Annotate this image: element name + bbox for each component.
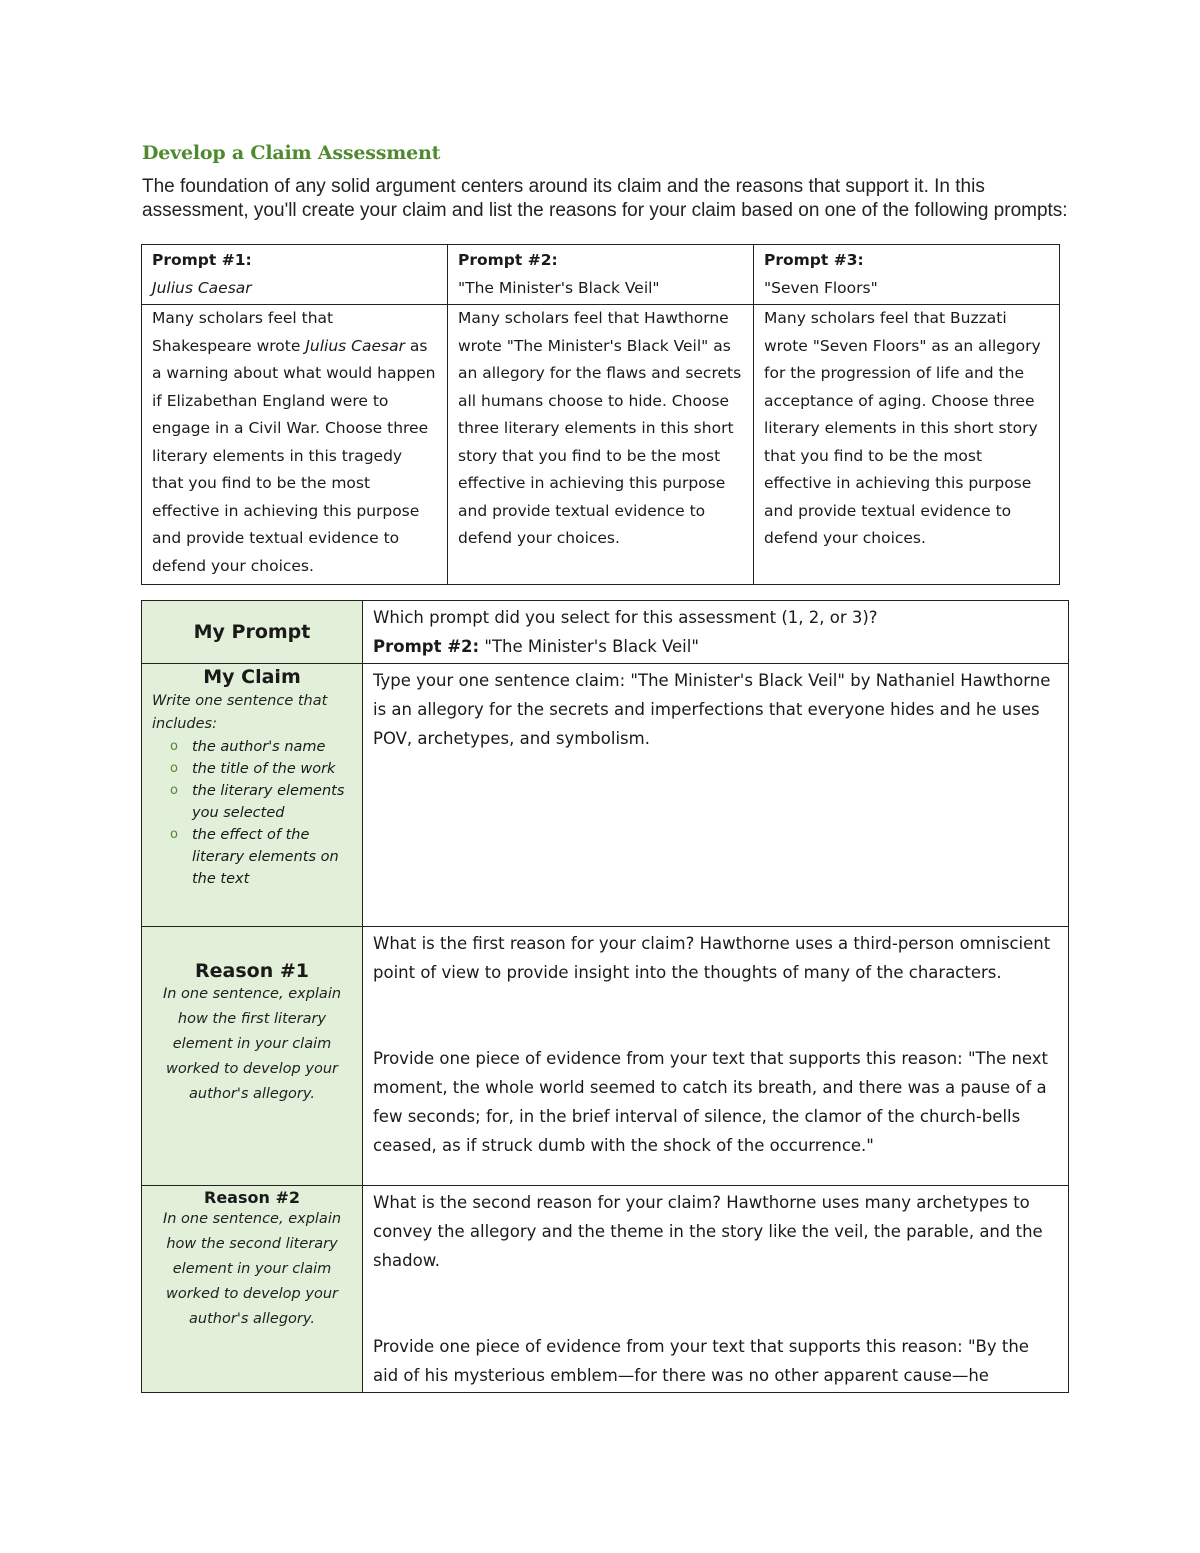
- my-claim-instruction: Write one sentence that includes:: [152, 693, 328, 732]
- prompt-2-work: "The Minister's Black Veil": [458, 278, 660, 297]
- criteria-item: [170, 824, 354, 890]
- reason-2-label: Reason #2: [204, 1188, 300, 1207]
- prompt-3-header: [754, 245, 1060, 305]
- prompt-1-text-a: Many scholars feel that Shakespeare wrote: [152, 309, 334, 355]
- reason-2-instruction: In one sentence, explain how the second literary element in your claim worked to develop your author's allegory.: [162, 1211, 342, 1327]
- bullet-icon: o: [170, 783, 178, 798]
- reason-1-evidence: Provide one piece of evidence from your text that supports this reason: "The next moment, the whole world seemed to catch its breath, and there was a pause of a few seconds; for, in the brief interval of silence, the clamor of the church-bells ceased, as if struck dumb with the shock of the occurrence.": [373, 1049, 1049, 1155]
- reason-2-response-cell[interactable]: [363, 1186, 1069, 1393]
- prompt-3-label: Prompt #3:: [764, 251, 864, 269]
- reason-2-response: What is the second reason for your claim? Hawthorne uses many archetypes to convey the allegory and the theme in the story like the veil, the parable, and the shadow.: [373, 1193, 1043, 1270]
- bullet-icon: o: [170, 827, 178, 842]
- reason-1-label: Reason #1: [195, 959, 309, 982]
- my-prompt-answer: [373, 632, 1058, 661]
- reason-2-label-cell: [142, 1186, 363, 1393]
- my-prompt-answer-label: Prompt #2:: [373, 637, 480, 656]
- reason-1-row: [142, 927, 1069, 1186]
- my-prompt-row: [142, 601, 1069, 664]
- prompt-3-text: Many scholars feel that Buzzati wrote "Seven Floors" as an allegory for the progression of life and the acceptance of aging. Choose three literary elements in this short story that you find to be the most effective in achieving this purpose and provide textual evidence to defend your choices.: [754, 305, 1060, 585]
- reason-1-response-cell[interactable]: [363, 927, 1069, 1186]
- prompt-3-work: "Seven Floors": [764, 278, 878, 297]
- prompts-table: [141, 244, 1060, 585]
- prompt-1-text-italic: Julius Caesar: [305, 336, 405, 355]
- my-prompt-label: My Prompt: [193, 621, 311, 643]
- my-claim-criteria: [150, 736, 354, 890]
- criteria-text: the author's name: [192, 739, 326, 755]
- my-claim-response-cell[interactable]: [363, 664, 1069, 927]
- criteria-item: [170, 736, 354, 758]
- my-claim-label: My Claim: [203, 666, 301, 688]
- my-claim-row: [142, 664, 1069, 927]
- prompt-2-header: [448, 245, 754, 305]
- my-claim-response: Type your one sentence claim: "The Minister's Black Veil" by Nathaniel Hawthorne is an allegory for the secrets and imperfections that everyone hides and he uses POV, archetypes, and symbolism.: [373, 671, 1051, 748]
- bullet-icon: o: [170, 739, 178, 754]
- reason-2-row: [142, 1186, 1069, 1393]
- criteria-text: the literary elements you selected: [192, 783, 345, 821]
- my-prompt-response-cell[interactable]: [363, 601, 1069, 664]
- page-title: Develop a Claim Assessment: [142, 142, 441, 164]
- prompt-2-label: Prompt #2:: [458, 251, 558, 269]
- my-claim-label-cell: [142, 664, 363, 927]
- prompt-1-label: Prompt #1:: [152, 251, 252, 269]
- reason-2-evidence: Provide one piece of evidence from your text that supports this reason: "By the aid of his mysterious emblem—for there was no other apparent cause—he: [373, 1337, 1029, 1385]
- my-prompt-question: Which prompt did you select for this assessment (1, 2, or 3)?: [373, 608, 878, 627]
- reason-1-label-cell: [142, 927, 363, 1186]
- my-prompt-answer-value: "The Minister's Black Veil": [479, 637, 699, 656]
- bullet-icon: o: [170, 761, 178, 776]
- prompt-1-text-b: as a warning about what would happen if Elizabethan England were to engage in a Civil War. Choose three literary elements in this tragedy that you find to be the most effective in achieving this purpose and provide textual evidence to defend your choices.: [152, 336, 436, 575]
- criteria-text: the title of the work: [192, 761, 336, 777]
- response-table: [141, 600, 1069, 1393]
- criteria-item: [170, 780, 354, 824]
- prompts-header-row: [142, 245, 1060, 305]
- reason-1-instruction: In one sentence, explain how the first literary element in your claim worked to develop your author's allegory.: [162, 985, 342, 1102]
- my-prompt-label-cell: [142, 601, 363, 664]
- prompt-2-text: Many scholars feel that Hawthorne wrote "The Minister's Black Veil" as an allegory for the flaws and secrets all humans choose to hide. Choose three literary elements in this short story that you find to be the most effective in achieving this purpose and provide textual evidence to defend your choices.: [448, 305, 754, 585]
- prompt-1-header: [142, 245, 448, 305]
- intro-paragraph: The foundation of any solid argument centers around its claim and the reasons that support it. In this assessment, you'll create your claim and list the reasons for your claim based on one of the following prompts:: [142, 176, 1068, 221]
- reason-1-response: What is the first reason for your claim? Hawthorne uses a third-person omniscient point of view to provide insight into the thoughts of many of the characters.: [373, 934, 1051, 982]
- criteria-item: [170, 758, 354, 780]
- prompts-body-row: [142, 305, 1060, 585]
- prompt-1-work: Julius Caesar: [152, 278, 252, 297]
- criteria-text: the effect of the literary elements on the text: [192, 827, 339, 887]
- prompt-1-text: [142, 305, 448, 585]
